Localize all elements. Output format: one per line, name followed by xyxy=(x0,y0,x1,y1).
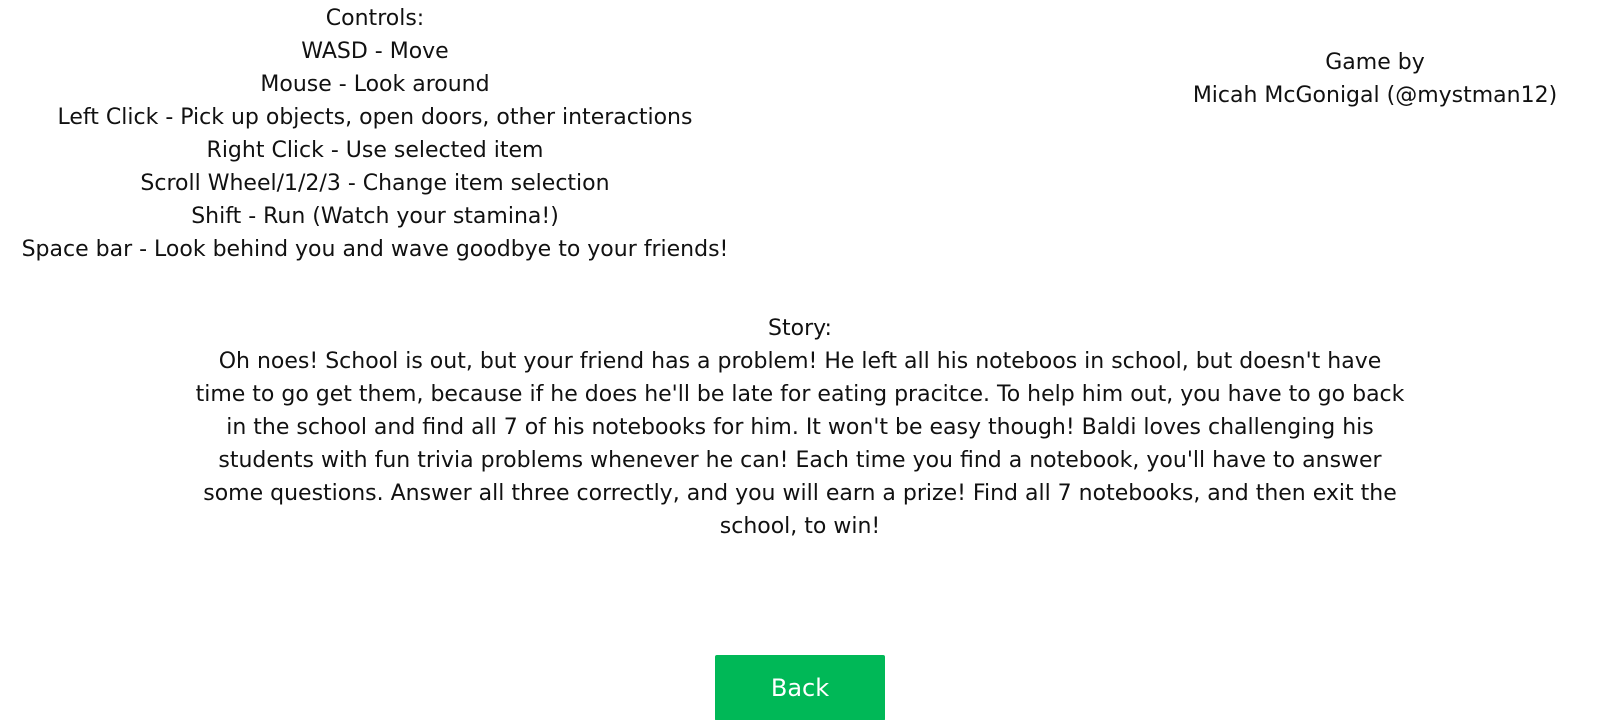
credits-section xyxy=(1180,46,1570,112)
controls-line-scroll: Scroll Wheel/1/2/3 - Change item selection xyxy=(140,171,610,196)
controls-line-move: WASD - Move xyxy=(301,39,449,64)
controls-line-run: Shift - Run (Watch your stamina!) xyxy=(191,204,559,229)
story-heading: Story: xyxy=(768,316,832,341)
credits-author: Micah McGonigal (@mystman12) xyxy=(1192,83,1558,108)
credits-game-by: Game by xyxy=(1325,50,1425,75)
controls-line-space: Space bar - Look behind you and wave goodbye to your friends! xyxy=(21,237,729,262)
controls-line-look: Mouse - Look around xyxy=(260,72,490,97)
story-section xyxy=(190,312,1410,543)
controls-line-right-click: Right Click - Use selected item xyxy=(206,138,544,163)
controls-line-left-click: Left Click - Pick up objects, open doors, other interactions xyxy=(57,105,693,130)
controls-heading: Controls: xyxy=(325,6,425,31)
controls-section xyxy=(20,2,730,266)
story-text: Oh noes! School is out, but your friend has a problem! He left all his noteboos in school, but doesn't have time to go get them, because if he does he'll be late for eating pracitce. To help him out, you have to go back in the school and find all 7 of his notebooks for him. It won't be easy though! Baldi loves challenging his students with fun trivia problems whenever he can! Each time you find a notebook, you'll have to answer some questions. Answer all three correctly, and you will earn a prize! Find all 7 notebooks, and then exit the school, to win! xyxy=(195,349,1405,539)
back-button[interactable]: Back xyxy=(715,655,885,720)
